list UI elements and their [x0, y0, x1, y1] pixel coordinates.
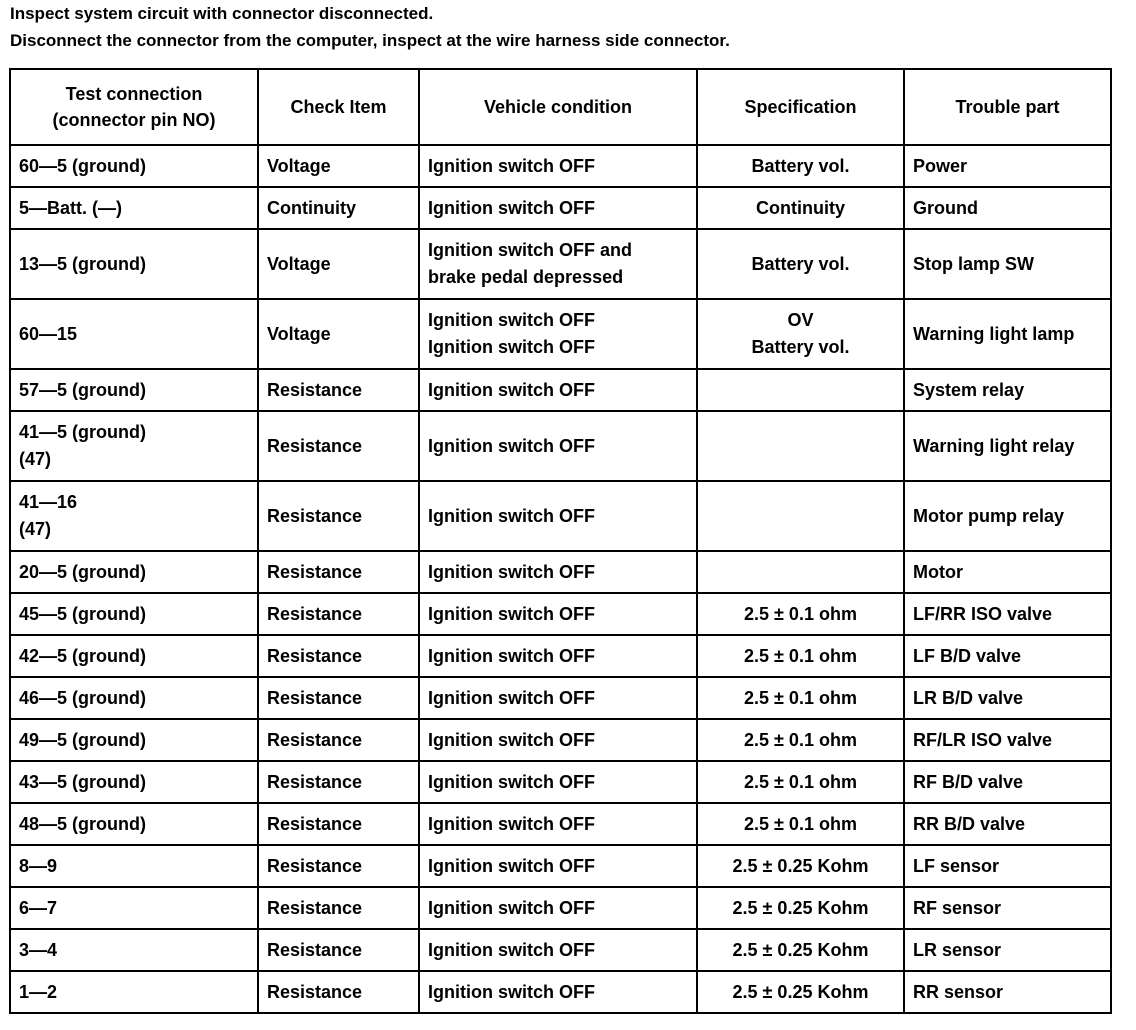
cell-trouble-part: LF sensor [904, 845, 1111, 887]
intro-text [10, 0, 730, 54]
header-specification: Specification [697, 69, 904, 145]
cell-check-item: Resistance [258, 803, 419, 845]
cell-check-item: Resistance [258, 845, 419, 887]
cell-check-item: Resistance [258, 593, 419, 635]
table-row [10, 929, 1111, 971]
cell-vehicle-condition: Ignition switch OFF [419, 593, 697, 635]
cell-vehicle-condition: Ignition switch OFF [419, 719, 697, 761]
cell-specification [697, 551, 904, 593]
cell-test-connection: 5—Batt. (—) [10, 187, 258, 229]
header-test-connection [10, 69, 258, 145]
cell-test-connection [10, 411, 258, 481]
test-connection-line-1: 41—16 [19, 492, 78, 512]
cell-specification: Continuity [697, 187, 904, 229]
cell-specification: 2.5 ± 0.25 Kohm [697, 887, 904, 929]
cell-specification: 2.5 ± 0.25 Kohm [697, 929, 904, 971]
cell-check-item: Resistance [258, 719, 419, 761]
table-row [10, 551, 1111, 593]
table-row [10, 803, 1111, 845]
cell-trouble-part: System relay [904, 369, 1111, 411]
cell-vehicle-condition: Ignition switch OFF [419, 929, 697, 971]
cell-specification: Battery vol. [697, 145, 904, 187]
cell-test-connection: 6—7 [10, 887, 258, 929]
cell-vehicle-condition: Ignition switch OFF [419, 369, 697, 411]
cell-trouble-part: RF/LR ISO valve [904, 719, 1111, 761]
cell-check-item: Resistance [258, 971, 419, 1013]
cell-test-connection [10, 481, 258, 551]
condition-line-1: Ignition switch OFF and [428, 240, 632, 260]
table-row [10, 971, 1111, 1013]
cell-trouble-part: Motor [904, 551, 1111, 593]
cell-vehicle-condition [419, 299, 697, 369]
header-row [10, 69, 1111, 145]
table-row [10, 887, 1111, 929]
cell-trouble-part: LF B/D valve [904, 635, 1111, 677]
cell-vehicle-condition: Ignition switch OFF [419, 971, 697, 1013]
cell-vehicle-condition: Ignition switch OFF [419, 411, 697, 481]
cell-trouble-part: Stop lamp SW [904, 229, 1111, 299]
specification-line-2: Battery vol. [751, 337, 850, 357]
condition-line-2: brake pedal depressed [428, 267, 624, 287]
cell-test-connection: 8—9 [10, 845, 258, 887]
cell-check-item: Resistance [258, 761, 419, 803]
inspection-table [9, 68, 1112, 1014]
cell-specification [697, 299, 904, 369]
test-connection-line-2: (47) [19, 519, 52, 539]
cell-trouble-part: Warning light relay [904, 411, 1111, 481]
table-row [10, 593, 1111, 635]
cell-specification [697, 411, 904, 481]
cell-specification: 2.5 ± 0.1 ohm [697, 593, 904, 635]
cell-test-connection: 13—5 (ground) [10, 229, 258, 299]
cell-specification: 2.5 ± 0.25 Kohm [697, 845, 904, 887]
table-row [10, 411, 1111, 481]
cell-test-connection: 1—2 [10, 971, 258, 1013]
cell-check-item: Resistance [258, 411, 419, 481]
cell-trouble-part: RR sensor [904, 971, 1111, 1013]
table-row [10, 369, 1111, 411]
cell-check-item: Resistance [258, 929, 419, 971]
cell-specification: 2.5 ± 0.1 ohm [697, 803, 904, 845]
header-trouble-part: Trouble part [904, 69, 1111, 145]
cell-check-item: Voltage [258, 145, 419, 187]
cell-test-connection: 45—5 (ground) [10, 593, 258, 635]
cell-vehicle-condition: Ignition switch OFF [419, 145, 697, 187]
condition-line-2: Ignition switch OFF [428, 337, 595, 357]
cell-specification: 2.5 ± 0.1 ohm [697, 635, 904, 677]
table-row [10, 229, 1111, 299]
table-row [10, 187, 1111, 229]
cell-vehicle-condition: Ignition switch OFF [419, 803, 697, 845]
cell-check-item: Resistance [258, 887, 419, 929]
cell-specification: 2.5 ± 0.25 Kohm [697, 971, 904, 1013]
table-row [10, 761, 1111, 803]
intro-line-1: Inspect system circuit with connector disconnected. [10, 4, 434, 23]
cell-specification: Battery vol. [697, 229, 904, 299]
cell-test-connection: 42—5 (ground) [10, 635, 258, 677]
cell-trouble-part: RF sensor [904, 887, 1111, 929]
cell-check-item: Resistance [258, 677, 419, 719]
cell-check-item: Resistance [258, 481, 419, 551]
test-connection-line-1: 41—5 (ground) [19, 422, 147, 442]
cell-test-connection: 3—4 [10, 929, 258, 971]
cell-trouble-part: LR sensor [904, 929, 1111, 971]
cell-check-item: Continuity [258, 187, 419, 229]
cell-check-item: Resistance [258, 635, 419, 677]
header-test-connection-line2: (connector pin NO) [52, 110, 216, 130]
cell-check-item: Resistance [258, 369, 419, 411]
cell-specification [697, 481, 904, 551]
cell-trouble-part: Warning light lamp [904, 299, 1111, 369]
table-row [10, 719, 1111, 761]
cell-vehicle-condition: Ignition switch OFF [419, 481, 697, 551]
test-connection-line-2: (47) [19, 449, 52, 469]
cell-trouble-part: Power [904, 145, 1111, 187]
cell-vehicle-condition: Ignition switch OFF [419, 761, 697, 803]
cell-trouble-part: LF/RR ISO valve [904, 593, 1111, 635]
cell-specification: 2.5 ± 0.1 ohm [697, 719, 904, 761]
cell-check-item: Voltage [258, 229, 419, 299]
header-check-item: Check Item [258, 69, 419, 145]
cell-test-connection: 60—5 (ground) [10, 145, 258, 187]
cell-test-connection: 57—5 (ground) [10, 369, 258, 411]
cell-vehicle-condition: Ignition switch OFF [419, 187, 697, 229]
cell-check-item: Resistance [258, 551, 419, 593]
cell-vehicle-condition: Ignition switch OFF [419, 635, 697, 677]
cell-test-connection: 46—5 (ground) [10, 677, 258, 719]
cell-test-connection: 48—5 (ground) [10, 803, 258, 845]
cell-vehicle-condition: Ignition switch OFF [419, 677, 697, 719]
header-test-connection-line1: Test connection [65, 84, 203, 104]
cell-trouble-part: RF B/D valve [904, 761, 1111, 803]
table-row [10, 145, 1111, 187]
table-row [10, 481, 1111, 551]
cell-test-connection: 43—5 (ground) [10, 761, 258, 803]
condition-line-1: Ignition switch OFF [428, 310, 595, 330]
cell-vehicle-condition: Ignition switch OFF [419, 551, 697, 593]
cell-vehicle-condition: Ignition switch OFF [419, 845, 697, 887]
cell-vehicle-condition: Ignition switch OFF [419, 887, 697, 929]
cell-vehicle-condition [419, 229, 697, 299]
intro-line-2: Disconnect the connector from the computer, inspect at the wire harness side connector. [10, 31, 730, 50]
table-row [10, 845, 1111, 887]
cell-test-connection: 49—5 (ground) [10, 719, 258, 761]
specification-line-1: OV [787, 310, 814, 330]
cell-check-item: Voltage [258, 299, 419, 369]
cell-trouble-part: RR B/D valve [904, 803, 1111, 845]
cell-test-connection: 20—5 (ground) [10, 551, 258, 593]
header-vehicle-condition: Vehicle condition [419, 69, 697, 145]
cell-specification: 2.5 ± 0.1 ohm [697, 677, 904, 719]
cell-specification: 2.5 ± 0.1 ohm [697, 761, 904, 803]
cell-specification [697, 369, 904, 411]
table-row [10, 677, 1111, 719]
cell-test-connection: 60—15 [10, 299, 258, 369]
table-row [10, 299, 1111, 369]
table-row [10, 635, 1111, 677]
cell-trouble-part: Ground [904, 187, 1111, 229]
cell-trouble-part: Motor pump relay [904, 481, 1111, 551]
cell-trouble-part: LR B/D valve [904, 677, 1111, 719]
